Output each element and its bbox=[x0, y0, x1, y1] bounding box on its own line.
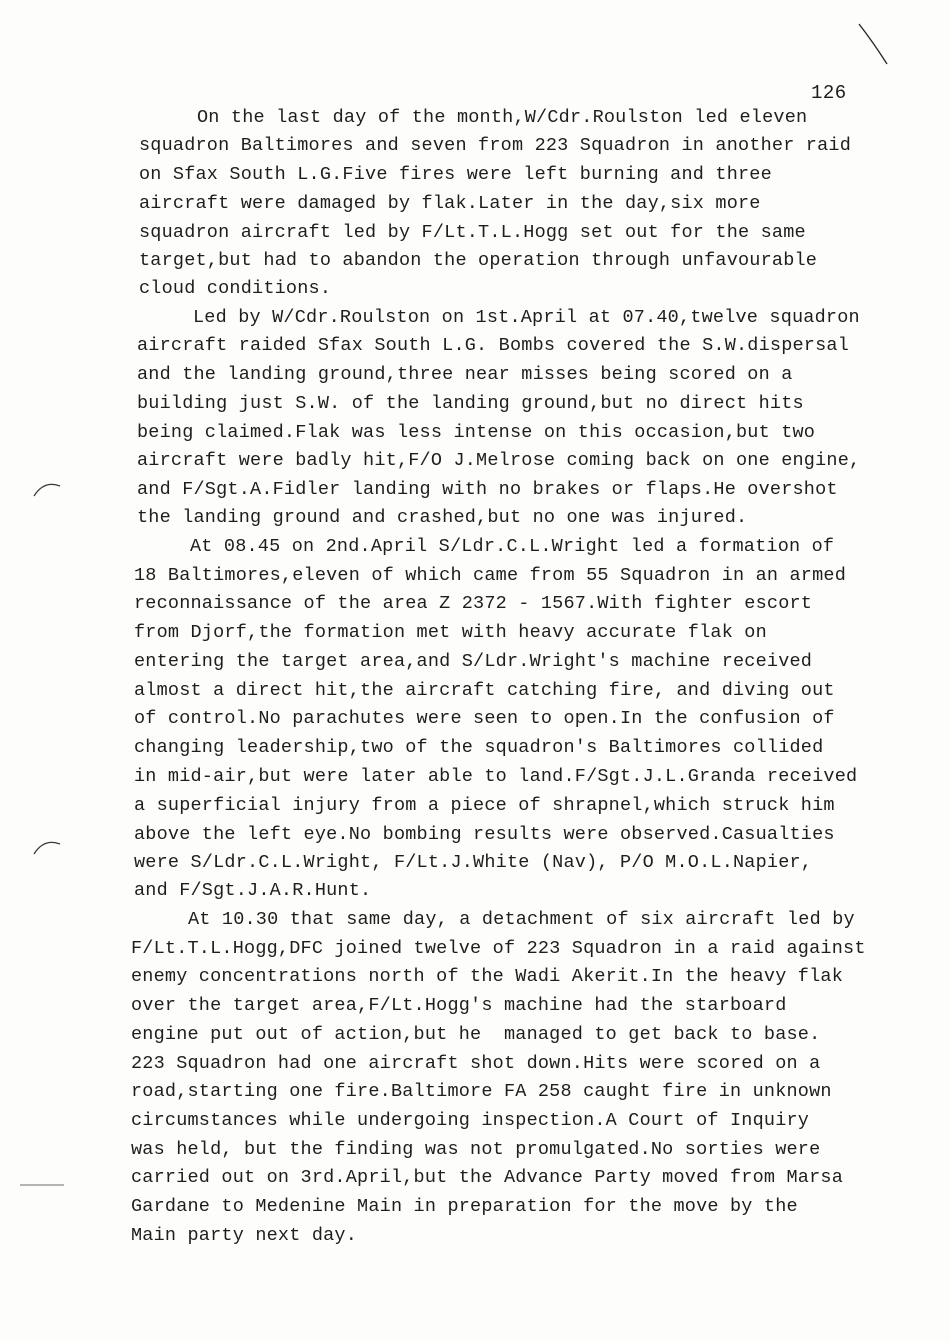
text-line: road,starting one fire.Baltimore FA 258 caught fire in unknown bbox=[131, 1081, 832, 1102]
text-line: being claimed.Flak was less intense on this occasion,but two bbox=[137, 422, 816, 443]
text-line: target,but had to abandon the operation through unfavourable bbox=[139, 250, 818, 271]
text-line: and the landing ground,three near misses being scored on a bbox=[137, 364, 793, 385]
text-line: aircraft were badly hit,F/O J.Melrose coming back on one engine, bbox=[137, 450, 861, 471]
text-line: of control.No parachutes were seen to open.In the confusion of bbox=[134, 708, 835, 729]
text-line: and F/Sgt.J.A.R.Hunt. bbox=[134, 880, 372, 901]
margin-dash-mark bbox=[18, 1180, 68, 1190]
text-line: carried out on 3rd.April,but the Advance Party moved from Marsa bbox=[131, 1167, 844, 1188]
text-line: squadron aircraft led by F/Lt.T.L.Hogg set out for the same bbox=[139, 222, 806, 243]
text-line: At 10.30 that same day, a detachment of six aircraft led by bbox=[188, 909, 855, 930]
text-line: engine put out of action,but he managed to get back to base. bbox=[131, 1024, 821, 1045]
text-line: reconnaissance of the area Z 2372 - 1567.With fighter escort bbox=[134, 593, 813, 614]
text-line: aircraft were damaged by flak.Later in the day,six more bbox=[139, 193, 761, 214]
text-line: F/Lt.T.L.Hogg,DFC joined twelve of 223 Squadron in a raid against bbox=[131, 938, 866, 959]
text-line: over the target area,F/Lt.Hogg's machine had the starboard bbox=[131, 995, 787, 1016]
text-line: were S/Ldr.C.L.Wright, F/Lt.J.White (Nav), P/O M.O.L.Napier, bbox=[134, 852, 813, 873]
text-line: the landing ground and crashed,but no one was injured. bbox=[137, 507, 748, 528]
text-line: a superficial injury from a piece of shrapnel,which struck him bbox=[134, 795, 835, 816]
text-line: was held, but the finding was not promulgated.No sorties were bbox=[131, 1139, 821, 1160]
text-line: from Djorf,the formation met with heavy accurate flak on bbox=[134, 622, 767, 643]
text-line: 223 Squadron had one aircraft shot down.Hits were scored on a bbox=[131, 1053, 821, 1074]
text-line: and F/Sgt.A.Fidler landing with no brakes or flaps.He overshot bbox=[137, 479, 838, 500]
text-line: enemy concentrations north of the Wadi Akerit.In the heavy flak bbox=[131, 966, 844, 987]
text-line: above the left eye.No bombing results were observed.Casualties bbox=[134, 824, 835, 845]
text-line: on Sfax South L.G.Five fires were left burning and three bbox=[139, 164, 772, 185]
text-line: At 08.45 on 2nd.April S/Ldr.C.L.Wright led a formation of bbox=[190, 536, 835, 557]
text-line: Gardane to Medenine Main in preparation for the move by the bbox=[131, 1196, 798, 1217]
text-line: On the last day of the month,W/Cdr.Roulston led eleven bbox=[197, 107, 808, 128]
text-line: circumstances while undergoing inspection.A Court of Inquiry bbox=[131, 1110, 810, 1131]
text-line: 18 Baltimores,eleven of which came from 55 Squadron in an armed bbox=[134, 565, 847, 586]
text-line: entering the target area,and S/Ldr.Wright's machine received bbox=[134, 651, 813, 672]
text-line: aircraft raided Sfax South L.G. Bombs covered the S.W.dispersal bbox=[137, 335, 850, 356]
text-line: cloud conditions. bbox=[139, 278, 332, 299]
text-line: almost a direct hit,the aircraft catching fire, and diving out bbox=[134, 680, 835, 701]
text-line: squadron Baltimores and seven from 223 Squadron in another raid bbox=[139, 135, 852, 156]
text-line: Led by W/Cdr.Roulston on 1st.April at 07.40,twelve squadron bbox=[193, 307, 860, 328]
punch-hole-mark bbox=[28, 474, 68, 504]
text-line: Main party next day. bbox=[131, 1225, 358, 1246]
text-line: building just S.W. of the landing ground,but no direct hits bbox=[137, 393, 804, 414]
page-number: 126 bbox=[811, 82, 847, 104]
corner-stroke-mark bbox=[855, 20, 895, 70]
text-line: in mid-air,but were later able to land.F/Sgt.J.L.Granda received bbox=[134, 766, 858, 787]
punch-hole-mark bbox=[28, 832, 68, 862]
text-line: changing leadership,two of the squadron's Baltimores collided bbox=[134, 737, 824, 758]
